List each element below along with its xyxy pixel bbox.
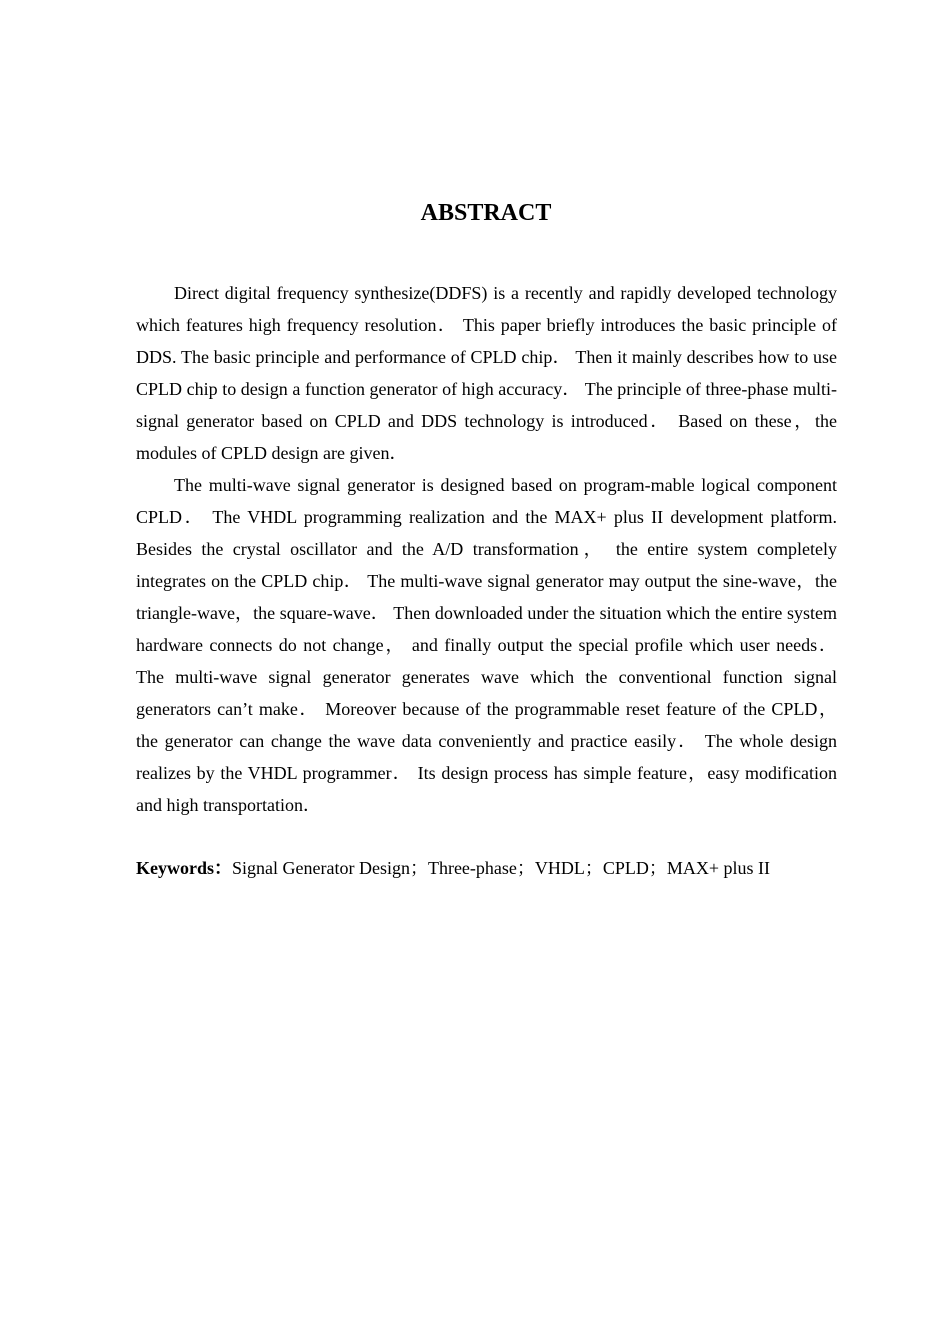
keywords-label: Keywords： (136, 858, 232, 878)
keywords-line (136, 852, 837, 884)
abstract-paragraph-2: The multi-wave signal generator is designed based on program-mable logical component CPLD． The VHDL programming realization and the MAX+ plus II development platform. Besides the crystal oscillator and the A/D transformation， the entire system completely integrates on the CPLD chip． The multi-wave signal generator may output the sine-wave，the triangle-wave，the square-wave． Then downloaded under the situation which the entire system hardware connects do not change， and finally output the special profile which user needs． The multi-wave signal generator generates wave which the conventional function signal generators can’t make． Moreover because of the programmable reset feature of the CPLD， the generator can change the wave data conveniently and practice easily． The whole design realizes by the VHDL programmer． Its design process has simple feature，easy modification and high transportation． (136, 475, 837, 815)
abstract-paragraph-1: Direct digital frequency synthesize(DDFS) is a recently and rapidly developed technology which features high frequency resolution． This paper briefly introduces the basic principle of DDS. The basic principle and performance of CPLD chip． Then it mainly describes how to use CPLD chip to design a function generator of high accuracy． The principle of three-phase multi-signal generator based on CPLD and DDS technology is introduced． Based on these，the modules of CPLD design are given． (136, 283, 837, 463)
abstract-body (136, 277, 837, 821)
abstract-title: ABSTRACT (420, 200, 552, 226)
keywords-list: Signal Generator Design；Three-phase；VHDL；CPLD；MAX+ plus II (232, 858, 771, 878)
